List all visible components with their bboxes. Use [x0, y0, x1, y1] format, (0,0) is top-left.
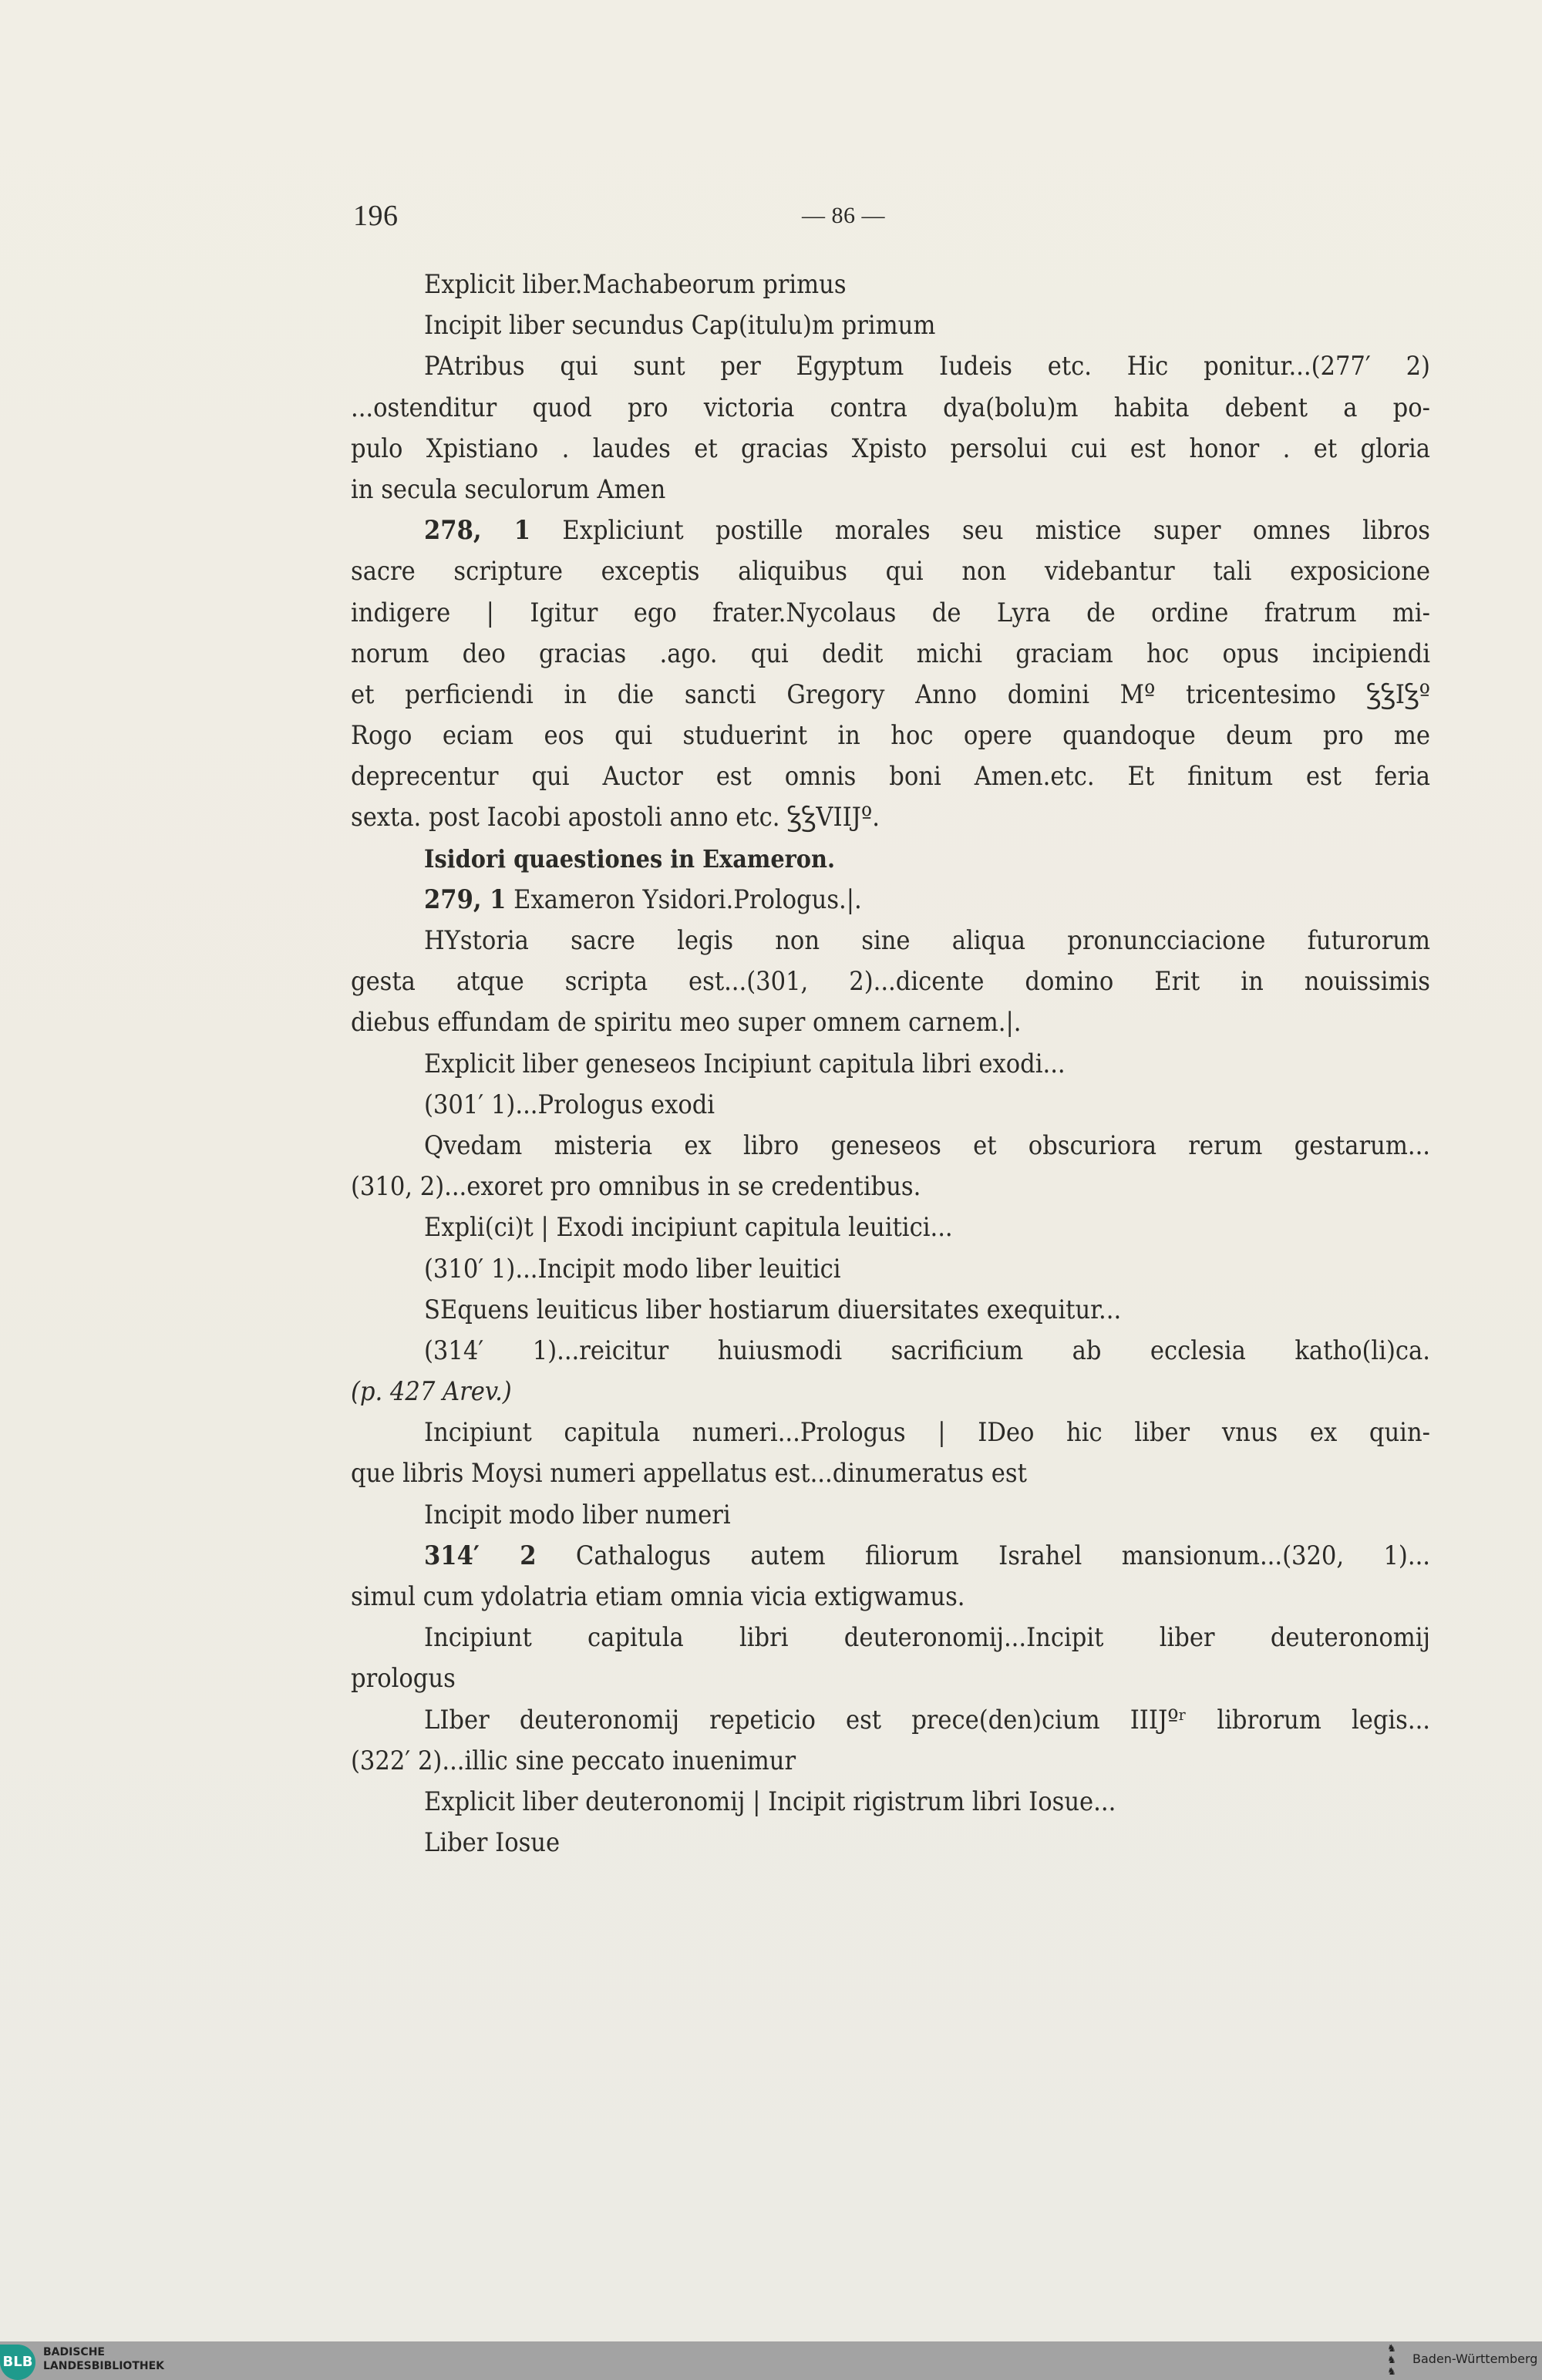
text-line: sacre scripture exceptis aliquibus qui non videbantur tali exposicione [351, 556, 1430, 587]
text-line: Incipit liber secundus Cap(itulu)m primum [424, 310, 936, 342]
text-line: (310, 2)...exoret pro omnibus in se credentibus. [351, 1171, 921, 1203]
text-line: ...ostenditur quod pro victoria contra dya(bolu)m habita debent a po- [351, 392, 1430, 423]
text-line: pulo Xpistiano . laudes et gracias Xpisto persolui cui est honor . et gloria [351, 433, 1430, 464]
text-line: gesta atque scripta est...(301, 2)...dicente domino Erit in nouissimis [351, 966, 1430, 998]
text-line: Liber Iosue [424, 1827, 561, 1859]
blb-logo-icon[interactable]: BLB [0, 2345, 35, 2380]
text-line: Incipiunt capitula libri deuteronomij...Incipit liber deuteronomij [424, 1622, 1430, 1654]
text-line [351, 880, 1430, 921]
folio-reference: 279, 1 [424, 884, 507, 915]
folio-reference: 278, 1 [424, 515, 531, 547]
text-line: LIber deuteronomij repeticio est prece(den)cium IIIJºʳ librorum legis... [424, 1704, 1430, 1735]
footer-bar [0, 2341, 1542, 2380]
text-line: Explicit liber.Machabeorum primus [424, 269, 847, 300]
text-line: (p. 427 Arev.) [351, 1376, 512, 1408]
state-name[interactable]: Baden-Württemberg [1412, 2351, 1538, 2366]
library-name-line2: LANDESBIBLIOTHEK [43, 2360, 165, 2372]
library-name-line1: BADISCHE [43, 2346, 105, 2358]
text-line: deprecentur qui Auctor est omnis boni Amen.etc. Et finitum est feria [351, 761, 1430, 793]
text-line: Incipiunt capitula numeri...Prologus | IDeo hic liber vnus ex quin- [424, 1417, 1430, 1449]
line-text: Expliciunt postille morales seu mistice super omnes libros [530, 515, 1430, 547]
text-line: sexta. post Iacobi apostoli anno etc. ꝢꝢVIIJº. [351, 802, 880, 833]
text-line: PAtribus qui sunt per Egyptum Iudeis etc. Hic ponitur...(277′ 2) [424, 351, 1430, 382]
text-line: prologus [351, 1663, 456, 1695]
line-text: Cathalogus autem filiorum Israhel mansionum...(320, 1)... [536, 1540, 1431, 1571]
page-number-center: — 86 — [802, 203, 885, 228]
text-line: norum deo gracias .ago. qui dedit michi graciam hoc opus incipiendi [351, 638, 1430, 669]
text-line [351, 510, 1430, 551]
text-line: (310′ 1)...Incipit modo liber leuitici [424, 1253, 841, 1284]
section-heading: Isidori quaestiones in Exameron. [424, 843, 835, 874]
text-line: SEquens leuiticus liber hostiarum diuersitates exequitur... [424, 1294, 1122, 1325]
text-line: simul cum ydolatria etiam omnia vicia extigwamus. [351, 1581, 965, 1612]
text-line [351, 1536, 1430, 1577]
page-number-left: 196 [353, 200, 399, 232]
text-line: Expli(ci)t | Exodi incipiunt capitula leuitici... [424, 1212, 953, 1244]
text-line: (314′ 1)...reicitur huiusmodi sacrificium ab ecclesia katho(li)ca. [424, 1335, 1430, 1366]
library-name[interactable] [43, 2345, 164, 2373]
text-line: Explicit liber geneseos Incipiunt capitula libri exodi... [424, 1048, 1066, 1079]
text-line: Explicit liber deuteronomij | Incipit rigistrum libri Iosue... [424, 1786, 1116, 1817]
line-text: Exameron Ysidori.Prologus.|. [506, 884, 862, 915]
text-line: diebus effundam de spiritu meo super omnem carnem.|. [351, 1007, 1022, 1039]
text-line: Qvedam misteria ex libro geneseos et obscuriora rerum gestarum... [424, 1129, 1430, 1161]
text-line: et perficiendi in die sancti Gregory Anno domini Mº tricentesimo ꝢꝢIꝢº [351, 678, 1430, 710]
text-line: in secula seculorum Amen [351, 473, 666, 505]
text-line: (322′ 2)...illic sine peccato inuenimur [351, 1745, 796, 1776]
text-line: HYstoria sacre legis non sine aliqua pronuncciacione futurorum [424, 925, 1430, 956]
body-text [351, 264, 1430, 1863]
text-line: (301′ 1)...Prologus exodi [424, 1089, 715, 1120]
folio-reference: 314′ 2 [424, 1540, 537, 1571]
text-line: Rogo eciam eos qui studuerint in hoc opere quandoque deum pro me [351, 720, 1430, 752]
text-line: indigere | Igitur ego frater.Nycolaus de Lyra de ordine fratrum mi- [351, 597, 1430, 628]
text-line: que libris Moysi numeri appellatus est...dinumeratus est [351, 1458, 1027, 1490]
lion-crest-icon: ♞ ♞ ♞ [1387, 2343, 1396, 2378]
text-line: Incipit modo liber numeri [424, 1499, 731, 1530]
